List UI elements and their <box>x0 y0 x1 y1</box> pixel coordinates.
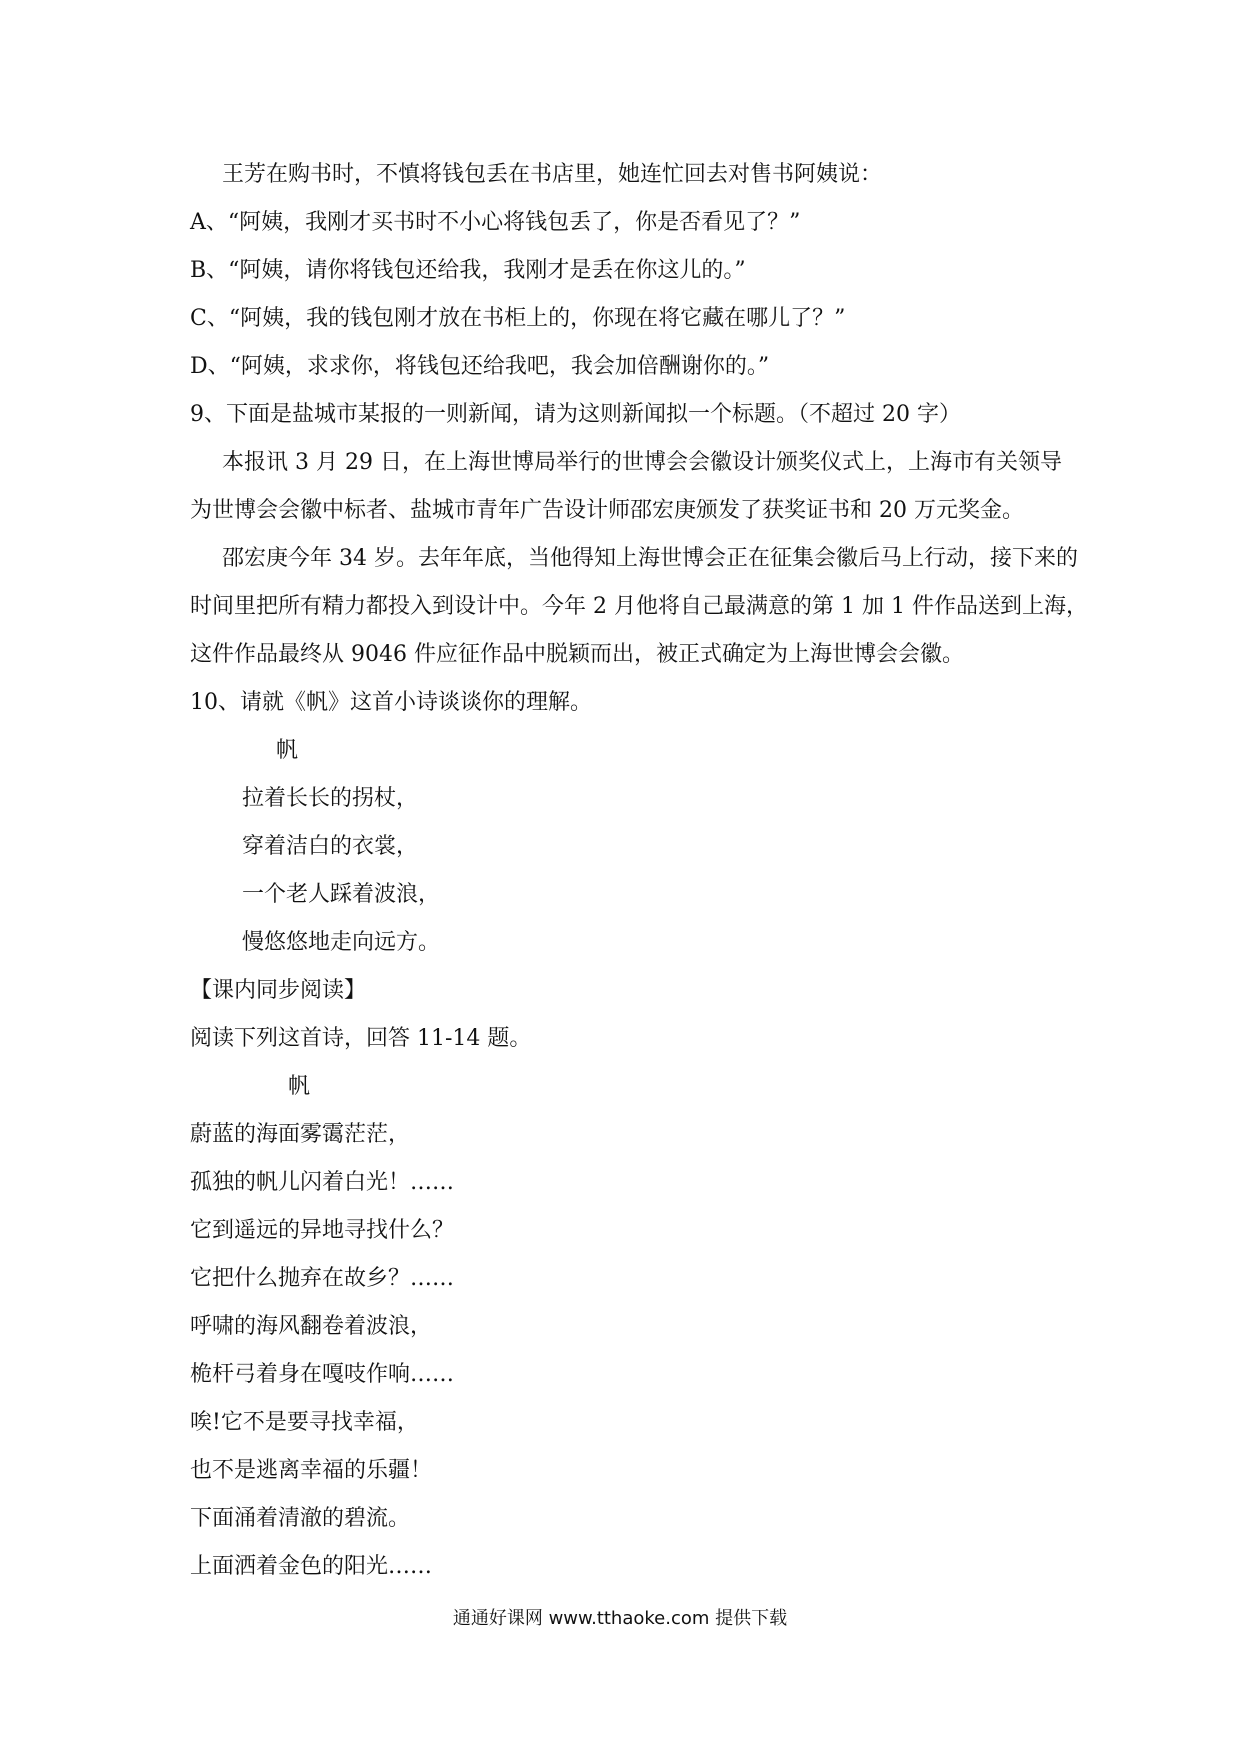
poem-line: 上面洒着金色的阳光…… <box>190 1554 433 1579</box>
poem-line: 慢悠悠地走向远方。 <box>242 930 441 955</box>
question-9-prompt: 9、下面是盐城市某报的一则新闻，请为这则新闻拟一个标题。（不超过 20 字） <box>190 402 961 427</box>
option-d: D、“阿姨，求求你，将钱包还给我吧，我会加倍酬谢你的。” <box>190 354 770 379</box>
reading-instruction: 阅读下列这首诗，回答 11-14 题。 <box>190 1026 532 1051</box>
poem-title: 帆 <box>288 1074 311 1099</box>
page-footer: 通通好课网 www.tthaoke.com 提供下载 <box>452 1608 788 1629</box>
poem-line: 也不是逃离幸福的乐疆！ <box>190 1458 433 1483</box>
option-c: C、“阿姨，我的钱包刚才放在书柜上的，你现在将它藏在哪儿了？” <box>190 306 846 331</box>
poem-line: 呼啸的海风翻卷着波浪， <box>190 1314 433 1339</box>
section-heading: 【课内同步阅读】 <box>190 978 367 1003</box>
poem-title: 帆 <box>276 738 299 763</box>
news-line: 为世博会会徽中标者、盐城市青年广告设计师邵宏庚颁发了获奖证书和 20 万元奖金。 <box>190 498 1024 523</box>
news-line: 这件作品最终从 9046 件应征作品中脱颖而出，被正式确定为上海世博会会徽。 <box>190 642 964 667</box>
question-10-prompt: 10、请就《帆》这首小诗谈谈你的理解。 <box>190 690 592 715</box>
poem-line: 拉着长长的拐杖， <box>242 786 419 811</box>
option-b: B、“阿姨，请你将钱包还给我，我刚才是丢在你这儿的。” <box>190 258 746 283</box>
poem-line: 桅杆弓着身在嘎吱作响…… <box>190 1362 455 1387</box>
poem-line: 它到遥远的异地寻找什么？ <box>190 1218 455 1243</box>
passage-intro: 王芳在购书时，不慎将钱包丢在书店里，她连忙回去对售书阿姨说： <box>222 162 883 187</box>
poem-line: 孤独的帆儿闪着白光！…… <box>190 1170 455 1195</box>
poem-line: 它把什么抛弃在故乡？…… <box>190 1266 455 1291</box>
poem-line: 下面涌着清澈的碧流。 <box>190 1506 411 1531</box>
poem-line: 蔚蓝的海面雾霭茫茫， <box>190 1122 411 1147</box>
news-line: 本报讯 3 月 29 日，在上海世博局举行的世博会会徽设计颁奖仪式上，上海市有关领导 <box>222 450 1062 475</box>
poem-line: 唉!它不是要寻找幸福， <box>190 1410 419 1435</box>
poem-line: 一个老人踩着波浪， <box>242 882 441 907</box>
poem-line: 穿着洁白的衣裳， <box>242 834 419 859</box>
news-line: 邵宏庚今年 34 岁。去年年底，当他得知上海世博会正在征集会徽后马上行动，接下来的 <box>222 546 1078 571</box>
news-line: 时间里把所有精力都投入到设计中。今年 2 月他将自己最满意的第 1 加 1 件作品送到上海， <box>190 594 1088 619</box>
option-a: A、“阿姨，我刚才买书时不小心将钱包丢了，你是否看见了？” <box>190 210 801 235</box>
